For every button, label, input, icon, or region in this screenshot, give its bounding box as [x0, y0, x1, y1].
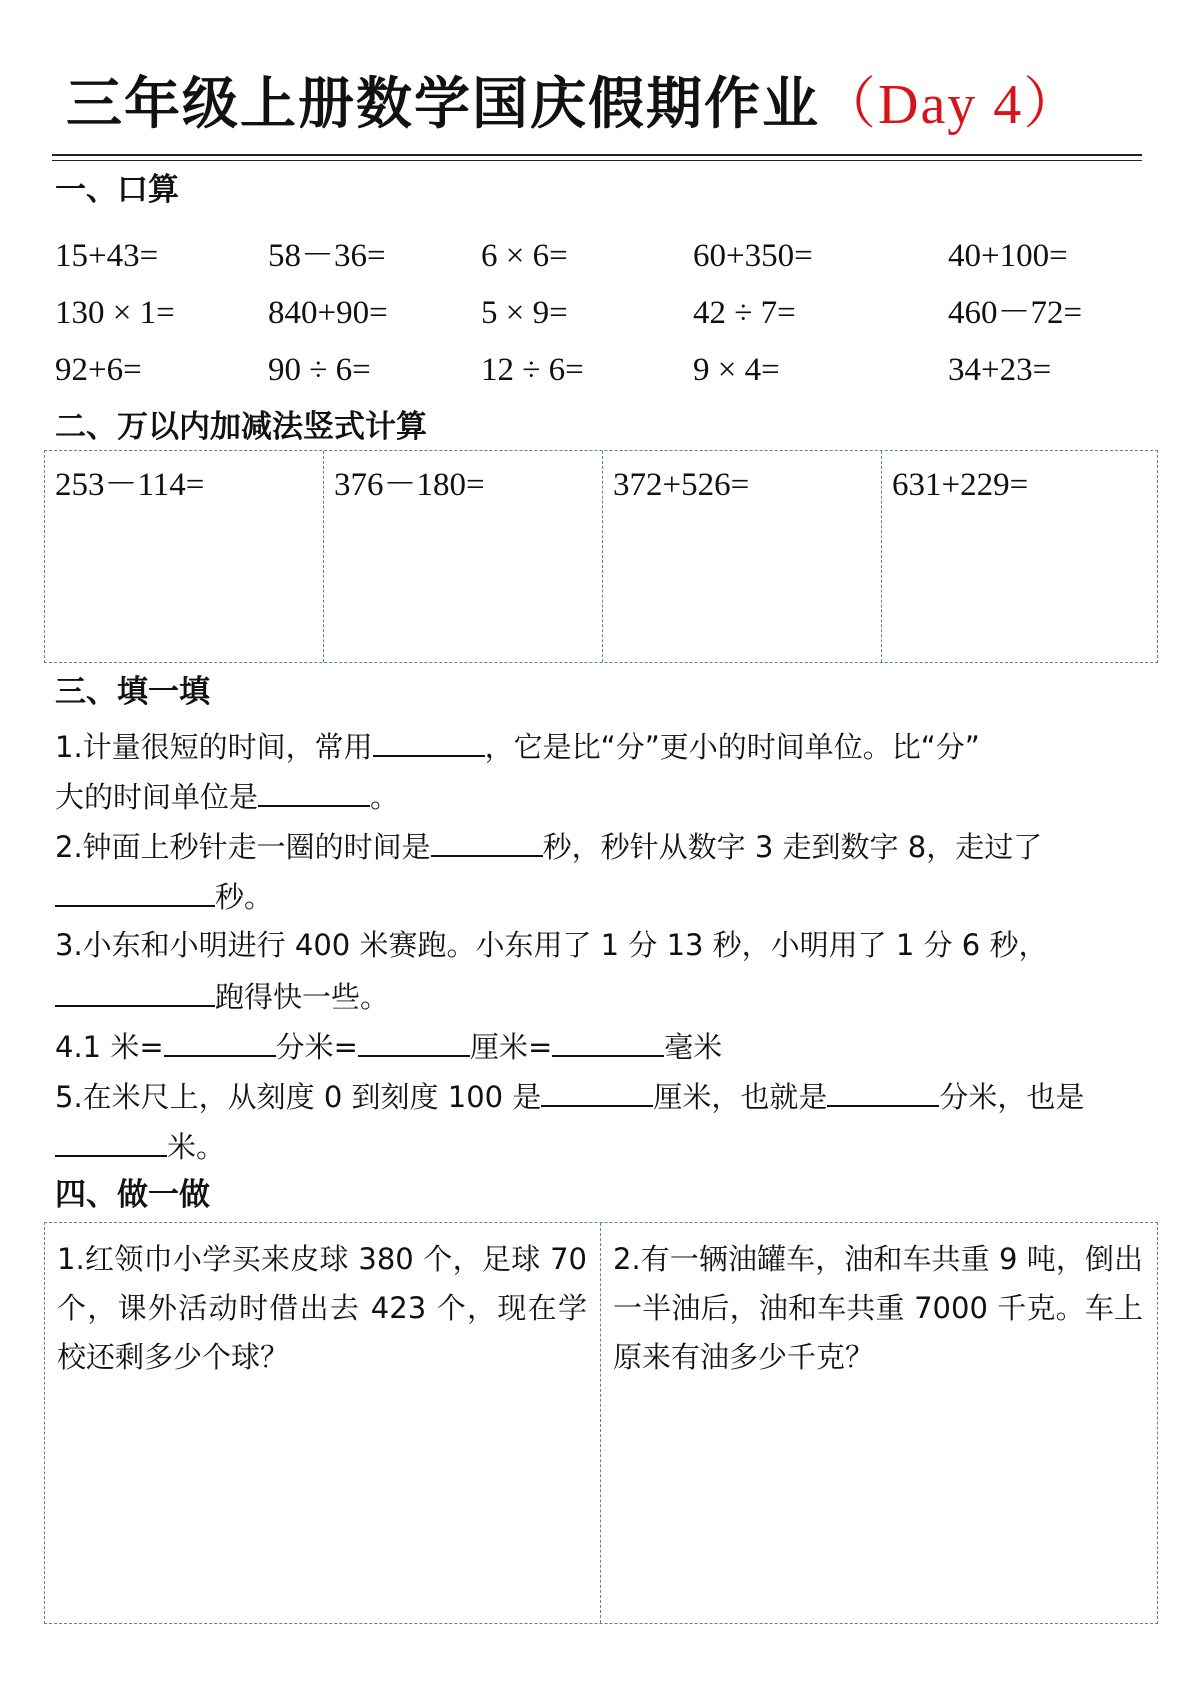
title-rule-thin — [52, 160, 1142, 161]
word-problem-1: 1.红领巾小学买来皮球 380 个，足球 70 个，课外活动时借出去 423 个，现在学校还剩多少个球？ — [57, 1242, 587, 1374]
section-heading-word-problems: 四、做一做 — [55, 1177, 210, 1213]
question-text: 厘米，也就是 — [653, 1080, 828, 1114]
answer-blank[interactable] — [827, 1075, 939, 1107]
word-problem-cell — [600, 1223, 1156, 1623]
vertical-calc-cell — [881, 451, 1156, 662]
fill-question-1 — [55, 725, 980, 767]
vertical-calc-expr: 631+229= — [892, 467, 1029, 503]
word-problem-box — [44, 1222, 1158, 1624]
oral-item: 840+90= — [268, 295, 388, 331]
answer-blank[interactable] — [358, 1025, 470, 1057]
question-text: 分米= — [275, 1030, 358, 1064]
vertical-calc-box — [44, 450, 1158, 663]
oral-item: 58－36= — [268, 238, 386, 274]
question-text: 2.钟面上秒针走一圈的时间是 — [55, 830, 431, 864]
answer-blank[interactable] — [541, 1075, 653, 1107]
answer-blank[interactable] — [258, 775, 370, 807]
fill-question-4 — [55, 1025, 722, 1067]
oral-item: 42 ÷ 7= — [693, 295, 796, 331]
title-main: 三年级上册数学国庆假期作业 — [66, 72, 820, 137]
page-title — [66, 66, 1136, 144]
oral-item: 460－72= — [948, 295, 1083, 331]
word-problem-2: 2.有一辆油罐车，油和车共重 9 吨，倒出一半油后，油和车共重 7000 千克。车上原来有油多少千克？ — [613, 1242, 1143, 1374]
question-text: 分米，也是 — [939, 1080, 1085, 1114]
question-text: 3.小东和小明进行 400 米赛跑。小东用了 1 分 13 秒，小明用了 1 分 6 秒， — [55, 928, 1048, 962]
question-text: 4.1 米= — [55, 1030, 164, 1064]
answer-blank[interactable] — [164, 1025, 276, 1057]
question-text: 1.计量很短的时间，常用 — [55, 730, 373, 764]
question-text: 厘米= — [469, 1030, 553, 1064]
answer-blank[interactable] — [552, 1025, 664, 1057]
oral-item: 60+350= — [693, 238, 813, 274]
question-text: 大的时间单位是 — [55, 780, 259, 814]
answer-blank[interactable] — [431, 825, 543, 857]
title-day: （Day 4） — [820, 74, 1082, 136]
question-text: 米。 — [167, 1130, 226, 1164]
oral-item: 6 × 6= — [481, 238, 568, 274]
answer-blank[interactable] — [55, 1125, 167, 1157]
fill-question-5-cont — [55, 1125, 225, 1167]
vertical-calc-expr: 372+526= — [613, 467, 750, 503]
fill-question-3 — [55, 925, 1047, 965]
answer-blank[interactable] — [55, 875, 215, 907]
oral-item: 34+23= — [948, 352, 1052, 388]
title-rule-thick — [52, 154, 1142, 156]
fill-question-3-cont — [55, 975, 389, 1017]
oral-item: 15+43= — [55, 238, 159, 274]
vertical-calc-expr: 253－114= — [55, 467, 205, 503]
fill-question-1-cont — [55, 775, 399, 817]
fill-question-2-cont — [55, 875, 273, 917]
section-heading-fill: 三、填一填 — [55, 674, 210, 710]
section-heading-vertical: 二、万以内加减法竖式计算 — [55, 409, 427, 445]
oral-item: 5 × 9= — [481, 295, 568, 331]
question-text: 跑得快一些。 — [215, 980, 390, 1014]
oral-item: 12 ÷ 6= — [481, 352, 584, 388]
vertical-calc-expr: 376－180= — [334, 467, 485, 503]
oral-item: 90 ÷ 6= — [268, 352, 371, 388]
vertical-calc-cell — [323, 451, 602, 662]
vertical-calc-cell — [602, 451, 881, 662]
oral-item: 130 × 1= — [55, 295, 175, 331]
oral-item: 9 × 4= — [693, 352, 780, 388]
section-heading-oral: 一、口算 — [55, 172, 179, 208]
answer-blank[interactable] — [55, 975, 215, 1007]
fill-question-5 — [55, 1075, 1084, 1117]
oral-item: 92+6= — [55, 352, 142, 388]
question-text: 5.在米尺上，从刻度 0 到刻度 100 是 — [55, 1080, 542, 1114]
word-problem-cell — [45, 1223, 600, 1623]
question-text: ，它是比“分”更小的时间单位。比“分” — [484, 730, 980, 764]
fill-question-2 — [55, 825, 1042, 867]
question-text: 。 — [370, 780, 400, 814]
question-text: 秒，秒针从数字 3 走到数字 8，走过了 — [542, 830, 1043, 864]
question-text: 秒。 — [215, 880, 274, 914]
oral-item: 40+100= — [948, 238, 1068, 274]
answer-blank[interactable] — [373, 725, 485, 757]
vertical-calc-cell — [45, 451, 323, 662]
question-text: 毫米 — [664, 1030, 723, 1064]
